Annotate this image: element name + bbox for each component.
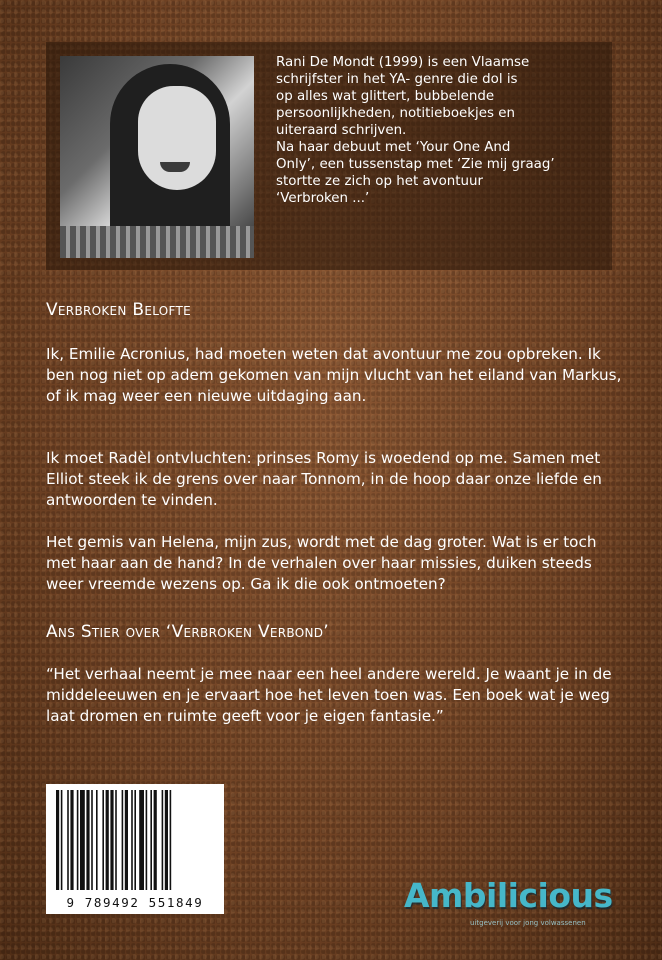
barcode-bar: [96, 790, 98, 890]
blurb-paragraph-2: Ik moet Radèl ontvluchten: prinses Romy is woedend op me. Samen met Elliot steek ik de grens over naar Tonnom, in de hoop daar onze liefde en antwoorden te vinden.: [46, 449, 602, 509]
author-bio-line: schrijfster in het YA- genre die dol is: [276, 72, 518, 87]
barcode-bar: [154, 790, 157, 890]
barcode-bar: [80, 790, 85, 890]
author-photo-sweater: [60, 226, 254, 258]
barcode-bar: [162, 790, 164, 890]
author-bio-line: Na haar debuut met ‘Your One And: [276, 140, 511, 155]
barcode-bar: [102, 790, 104, 890]
barcode-bar: [110, 790, 113, 890]
barcode-bar: [146, 790, 148, 890]
barcode-bar: [106, 790, 109, 890]
barcode-bar: [115, 790, 117, 890]
barcode-bar: [56, 790, 59, 890]
section-title-review: Ans Stier over ‘Verbroken Verbond’: [46, 622, 330, 642]
author-bio-line: stortte ze zich op het avontuur: [276, 174, 484, 189]
barcode-bar: [91, 790, 93, 890]
author-bio-line: uiteraard schrijven.: [276, 123, 407, 138]
author-bio-line: op alles wat glittert, bubbelende: [276, 89, 495, 104]
barcode-digits: 9 789492 551849: [66, 895, 204, 910]
barcode-bar: [67, 790, 69, 890]
blurb-paragraph-3: Het gemis van Helena, mijn zus, wordt met de dag groter. Wat is er toch met haar aan de hand? In de verhalen over haar missies, duiken steeds weer vreemde wezens op. Ga ik die ook ontmoeten?: [46, 533, 597, 593]
barcode: [46, 784, 224, 914]
barcode-bar: [170, 790, 172, 890]
barcode-bar: [165, 790, 168, 890]
barcode-bar: [131, 790, 133, 890]
publisher-tagline: uitgeverij voor jong volwassenen: [470, 919, 586, 927]
author-bio-line: Only’, een tussenstap met ‘Zie mij graag’: [276, 157, 555, 172]
publisher-logo: Ambilicious: [404, 876, 613, 915]
barcode-bar: [86, 790, 89, 890]
author-photo-face: [138, 86, 216, 190]
review-quote: “Het verhaal neemt je mee naar een heel andere wereld. Je waant je in de middeleeuwen en je ervaart hoe het leven toen was. Een boek wat je weg laat dromen en ruimte geeft voor je eigen fantasie.”: [46, 665, 612, 725]
barcode-bar: [61, 790, 63, 890]
author-bio: [276, 54, 606, 207]
barcode-bar: [70, 790, 73, 890]
author-bio-line: persoonlijkheden, notitieboekjes en: [276, 106, 515, 121]
author-bio-line: ‘Verbroken ...’: [276, 191, 370, 206]
barcode-bar: [139, 790, 144, 890]
barcode-bar: [134, 790, 136, 890]
barcode-bars: [56, 790, 214, 890]
author-box: [46, 42, 612, 270]
blurb-paragraph-1: Ik, Emilie Acronius, had moeten weten dat avontuur me zou opbreken. Ik ben nog niet op adem gekomen van mijn vlucht van het eiland van Markus, of ik mag weer een nieuwe uitdaging aan.: [46, 345, 622, 405]
barcode-bar: [150, 790, 152, 890]
barcode-bar: [125, 790, 128, 890]
barcode-bar: [122, 790, 124, 890]
barcode-bar: [77, 790, 79, 890]
author-bio-line: Rani De Mondt (1999) is een Vlaamse: [276, 55, 530, 70]
author-photo: [60, 56, 254, 258]
section-title-verbroken-belofte: Verbroken Belofte: [46, 300, 192, 320]
